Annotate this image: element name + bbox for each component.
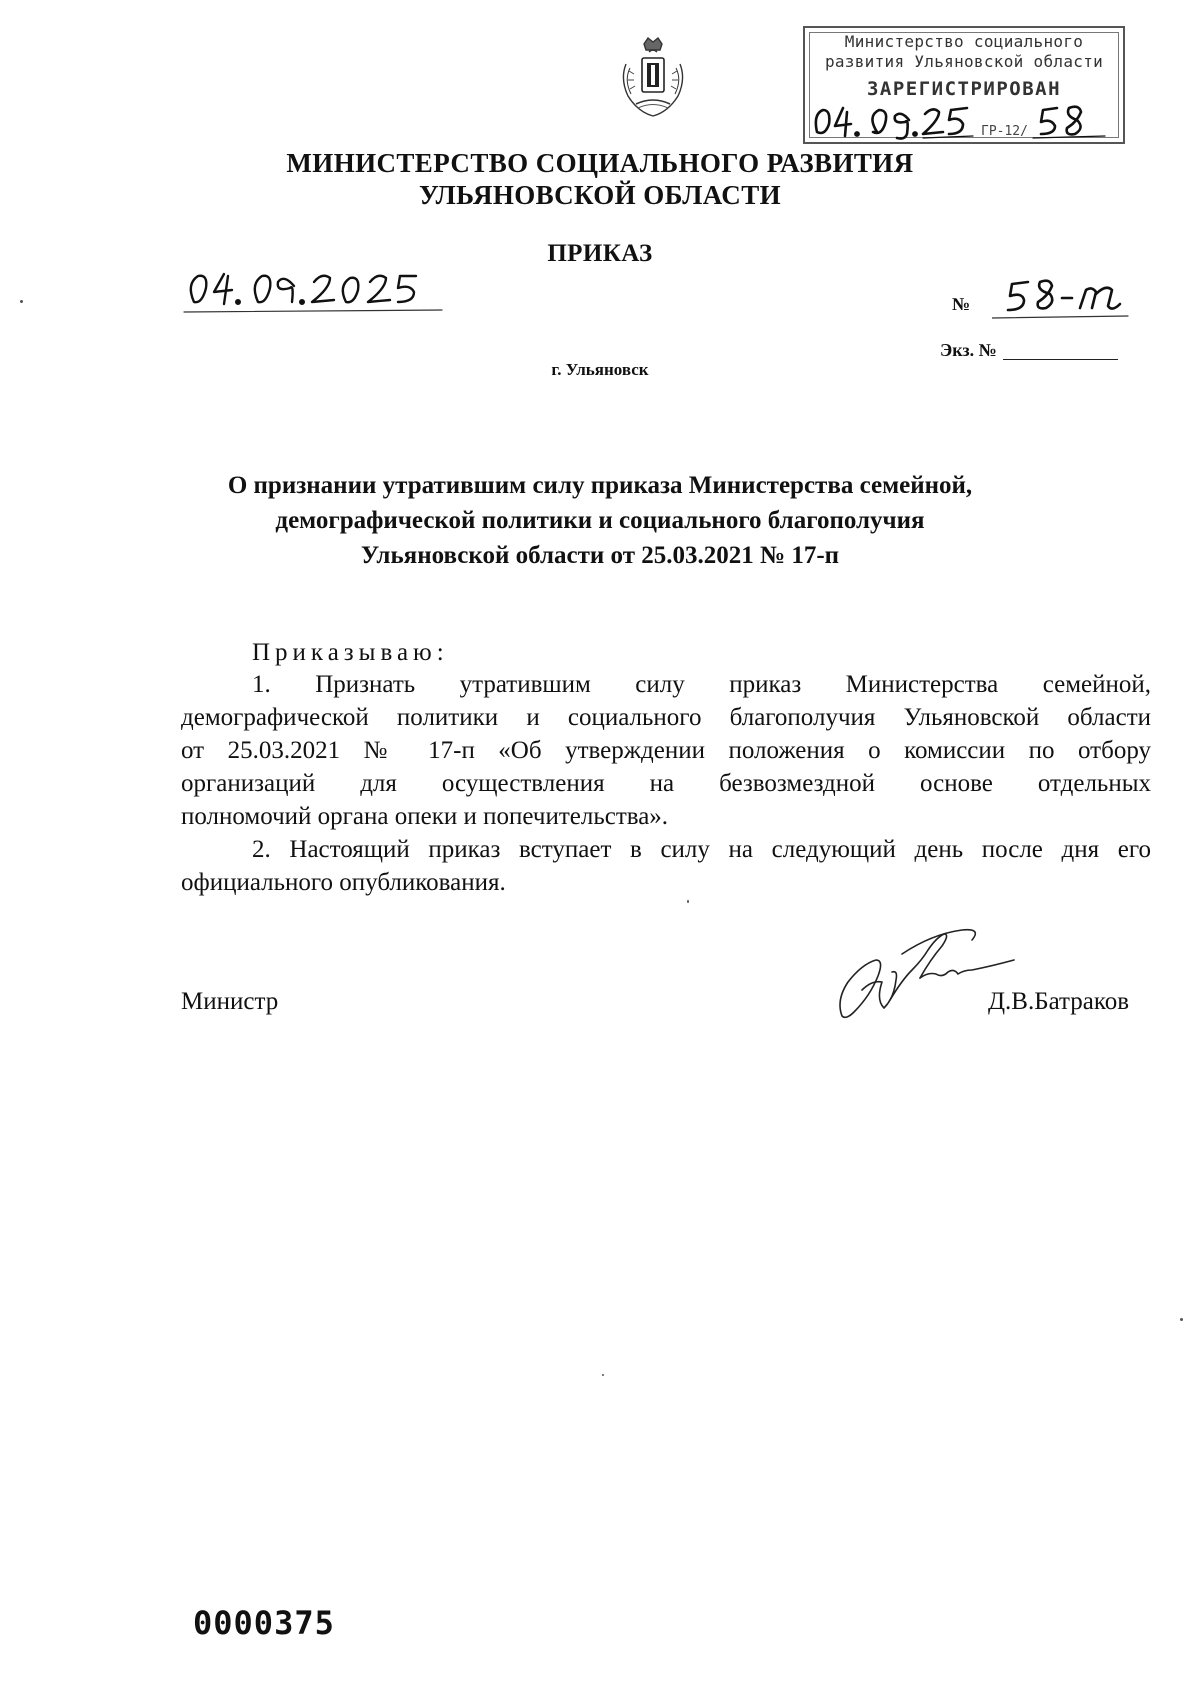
paragraph1-line3: от 25.03.2021 № 17-п «Об утверждении положения о комиссии по отбору xyxy=(181,737,1151,764)
handwritten-order-number xyxy=(992,272,1132,324)
subject-line2: демографической политики и социального благополучия xyxy=(275,507,925,534)
scan-speck xyxy=(687,900,689,903)
org-name-line1: МИНИСТЕРСТВО СОЦИАЛЬНОГО РАЗВИТИЯ xyxy=(286,148,914,178)
scan-speck xyxy=(1180,1318,1183,1321)
scan-speck xyxy=(20,300,23,303)
city: г. Ульяновск xyxy=(551,360,649,379)
stamp-org-line2: развития Ульяновской области xyxy=(824,52,1104,71)
coat-of-arms-emblem xyxy=(616,34,690,122)
registration-stamp xyxy=(803,26,1125,144)
stamp-registry-code: ГР-12/ xyxy=(981,124,1028,139)
paragraph2-line1: 2. Настоящий приказ вступает в силу на следующий день после дня его xyxy=(252,836,1151,863)
subject-line3: Ульяновской области от 25.03.2021 № 17-п xyxy=(360,542,840,569)
ordering-word: Приказываю: xyxy=(252,639,449,666)
copy-number-label: Экз. № xyxy=(940,340,997,360)
document-type: ПРИКАЗ xyxy=(547,240,653,267)
paragraph1-line5: полномочий органа опеки и попечительства». xyxy=(181,803,669,830)
paragraph1-line4: организаций для осуществления на безвозмездной основе отдельных xyxy=(181,770,1151,797)
stamp-handwritten-entry xyxy=(805,98,1123,142)
number-label: № xyxy=(952,294,971,314)
paragraph1-line2: демографической политики и социального благополучия Ульяновской области xyxy=(181,704,1151,731)
signatory-title: Министр xyxy=(181,988,279,1015)
scan-speck xyxy=(602,1374,604,1376)
subject-line1: О признании утратившим силу приказа Министерства семейной, xyxy=(227,472,973,499)
stamp-org-line1: Министерство социального xyxy=(844,32,1084,51)
document-serial-number: 0000375 xyxy=(193,1604,335,1642)
org-name-line2: УЛЬЯНОВСКОЙ ОБЛАСТИ xyxy=(418,180,781,210)
paragraph1-line1: 1. Признать утратившим силу приказ Министерства семейной, xyxy=(252,671,1151,698)
handwritten-date xyxy=(180,262,450,320)
signatory-name: Д.В.Батраков xyxy=(988,988,1130,1015)
stamp-registered: ЗАРЕГИСТРИРОВАН xyxy=(866,78,1062,100)
paragraph2-line2: официального опубликования. xyxy=(181,869,506,896)
